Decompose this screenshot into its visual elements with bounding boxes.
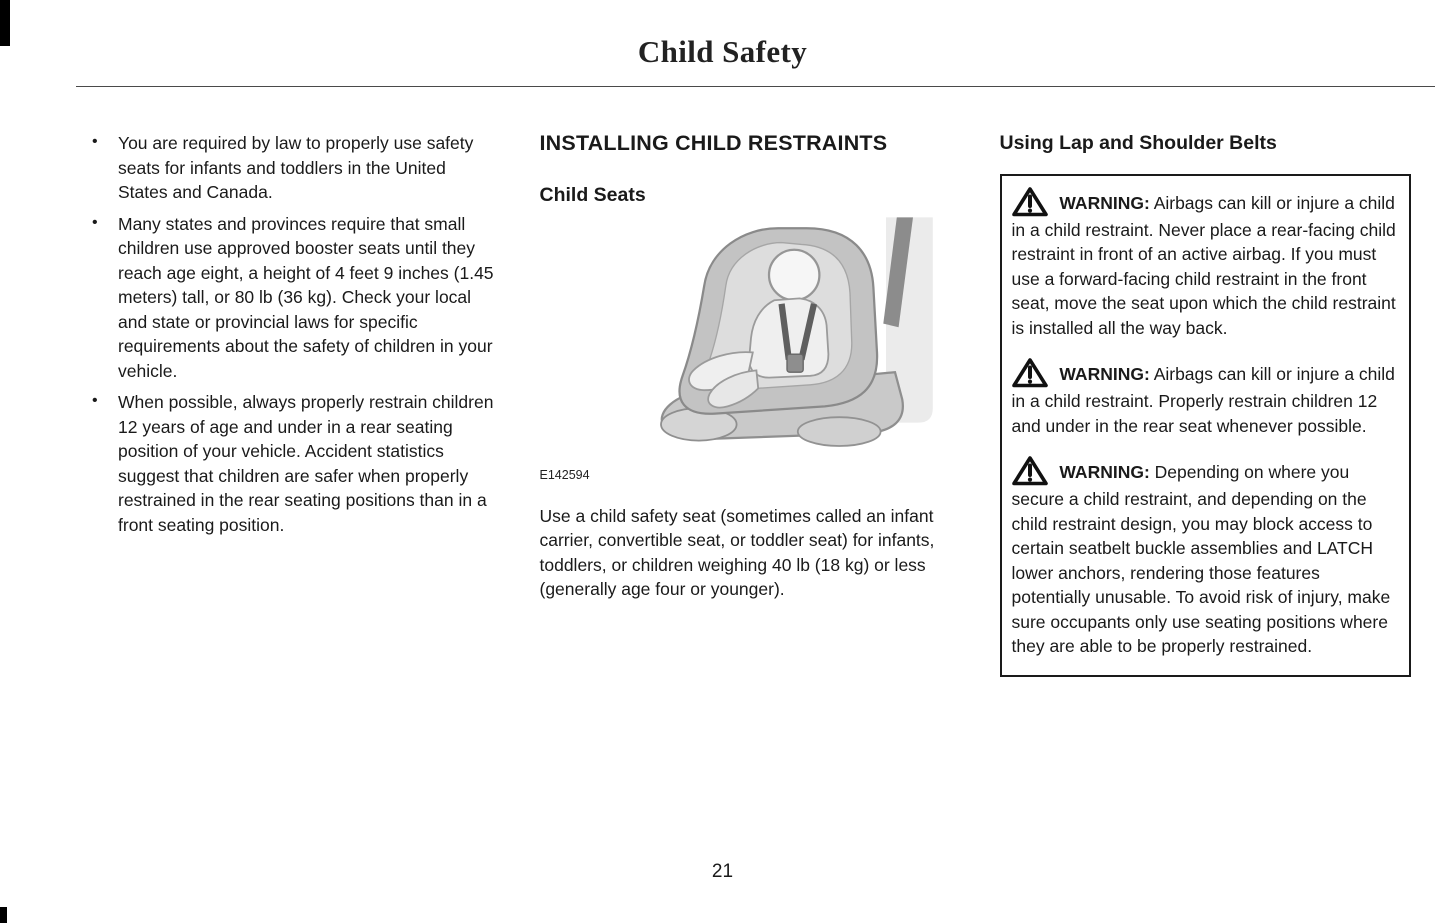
page-edge-mark-top: [0, 0, 10, 46]
content-columns: [0, 87, 1445, 677]
list-item: • You are required by law to properly use safety seats for infants and toddlers in the United States and Canada.: [86, 131, 498, 205]
list-item: • When possible, always properly restrain children 12 years of age and under in a rear seating position of your vehicle. Accident statistics suggest that children are safer when properly restrained in the rear seating positions than in a front seating position.: [86, 390, 498, 537]
page-footer: [0, 861, 1445, 883]
warning-box: [1000, 174, 1412, 677]
page-number: 21: [711, 861, 734, 882]
list-item: • Many states and provinces require that small children use approved booster seats until they reach age eight, a height of 4 feet 9 inches (1.45 meters) tall, or 80 lb (36 kg). Check your local and state or provincial laws for specific requirements about the safety of children in your vehicle.: [86, 212, 498, 384]
warning-text: Airbags can kill or injure a child in a child restraint. Properly restrain children 12 and under in the rear seat whenever possible.: [1011, 364, 1395, 436]
middle-column: [540, 131, 958, 677]
page-header: [0, 0, 1445, 87]
page-edge-mark-bottom: [0, 907, 7, 923]
warning-triangle-icon: [1012, 186, 1048, 218]
safety-bullet-list: [86, 131, 498, 537]
page-title: Child Safety: [637, 34, 808, 69]
right-column: [1000, 131, 1412, 677]
child-seat-figure: [540, 217, 958, 488]
section-heading: INSTALLING CHILD RESTRAINTS: [539, 131, 888, 155]
child-safety-seat-illustration: [598, 217, 958, 459]
subsection-heading: Using Lap and Shoulder Belts: [999, 132, 1277, 154]
figure-caption: E142594: [539, 468, 590, 482]
warning-paragraph: [1012, 186, 1398, 341]
warning-label: WARNING:: [1059, 364, 1150, 384]
warning-text: Airbags can kill or injure a child in a child restraint. Never place a rear-facing child restraint in front of an active airbag. If you must use a forward-facing child restraint in the front seat, move the seat upon which the child restraint is installed all the way back.: [1011, 192, 1396, 338]
body-paragraph: Use a child safety seat (sometimes called an infant carrier, convertible seat, or toddler seat) for infants, toddlers, or children weighing 40 lb (18 kg) or less (generally age four or younger).: [539, 505, 935, 599]
warning-paragraph: [1012, 357, 1398, 438]
warning-paragraph: [1012, 455, 1398, 659]
warning-text: Depending on where you secure a child restraint, and depending on the child restraint design, you may block access to certain seatbelt buckle assemblies and LATCH lower anchors, rendering those features potentially unusable. To avoid risk of injury, make sure occupants only use seating positions where they are able to be properly restrained.: [1011, 462, 1391, 656]
warning-triangle-icon: [1012, 357, 1048, 389]
subsection-heading: Child Seats: [539, 183, 646, 206]
left-column: [86, 131, 498, 677]
warning-triangle-icon: [1012, 455, 1048, 487]
warning-label: WARNING:: [1059, 462, 1150, 482]
warning-label: WARNING:: [1059, 192, 1150, 213]
